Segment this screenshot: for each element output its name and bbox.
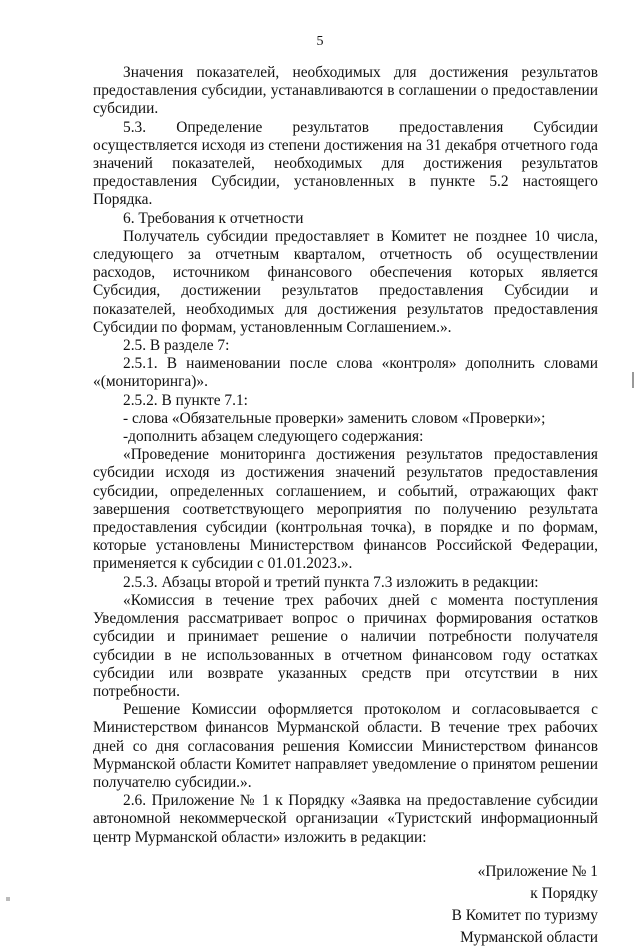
- appendix-header: [93, 863, 598, 948]
- paragraph-add-clause: -дополнить абзацем следующего содержания:: [123, 428, 424, 446]
- paragraph-2-5-2: 2.5.2. В пункте 7.1:: [123, 391, 248, 409]
- paragraph-2-5: 2.5. В разделе 7:: [123, 337, 230, 355]
- appendix-addressee: В Комитет по туризму: [451, 907, 598, 925]
- paragraph-replace-words: - слова «Обязательные проверки» заменить словом «Проверки»;: [123, 409, 546, 427]
- paragraph-commission: «Комиссия в течение трех рабочих дней с момента поступления Уведомления рассматривает вопрос о причинах формирования остатков субсидии и принимает решение о наличии потребности получателя субсидии в не использованных в отчетном финансовом году остатках субсидии или возврате указанных средств при отсутствии в них потребности.: [93, 591, 598, 700]
- paragraph-reporting-requirements: Получатель субсидии предоставляет в Комитет не позднее 10 числа, следующего за отчетным кварталом, отчетность об осуществлении расходов, источником финансового обеспечения которых является Субсидия, достижении результатов предоставления Субсидии и показателей, необходимых для достижения результатов предоставления Субсидии по формам, установленным Соглашением.».: [93, 227, 598, 336]
- section-heading-reporting: 6. Требования к отчетности: [123, 209, 304, 227]
- paragraph-commission-decision: Решение Комиссии оформляется протоколом и согласовывается с Министерством финансов Мурманской области. В течение трех рабочих дней со дня согласования решения Комиссии Министерством финансов Мурманской области Комитет направляет уведомление о принятом решении получателю субсидии.».: [93, 701, 598, 791]
- page-number: 5: [316, 34, 324, 49]
- paragraph-monitoring-quote: «Проведение мониторинга достижения результатов предоставления субсидии исходя из достижения значений результатов предоставления субсидии, определенных соглашением, и событий, отражающих факт завершения соответствующего мероприятия по получению результата предоставления субсидии (контрольная точка), в порядке и по формам, которые установлены Министерством финансов Российской Федерации, применяется к субсидии с 01.01.2023.».: [93, 446, 598, 573]
- paragraph-2-6: 2.6. Приложение № 1 к Порядку «Заявка на предоставление субсидии автономной некоммерческой организации «Туристский информационный центр Мурманской области» изложить в редакции:: [93, 792, 598, 846]
- paragraph-2-5-3: 2.5.3. Абзацы второй и третий пункта 7.3 изложить в редакции:: [123, 573, 539, 591]
- document-body: [93, 64, 598, 948]
- appendix-reference: к Порядку: [530, 884, 598, 902]
- appendix-title: «Приложение № 1: [477, 862, 598, 880]
- appendix-addressee-region: Мурманской области: [460, 929, 598, 947]
- paragraph-5-3: 5.3. Определение результатов предоставления Субсидии осуществляется исходя из степени достижения на 31 декабря отчетного года значений показателей, необходимых для достижения результатов предоставления Субсидии, установленных в пункте 5.2 настоящего Порядка.: [93, 118, 598, 209]
- scan-edge-mark: [632, 372, 634, 388]
- paragraph-indicator-values: Значения показателей, необходимых для достижения результатов предоставления субсидии, устанавливаются в соглашении о предоставлении субсидии.: [93, 64, 598, 118]
- scan-artifact: [6, 897, 10, 901]
- paragraph-2-5-1: 2.5.1. В наименовании после слова «контроля» дополнить словами «(мониторинга)».: [93, 355, 598, 391]
